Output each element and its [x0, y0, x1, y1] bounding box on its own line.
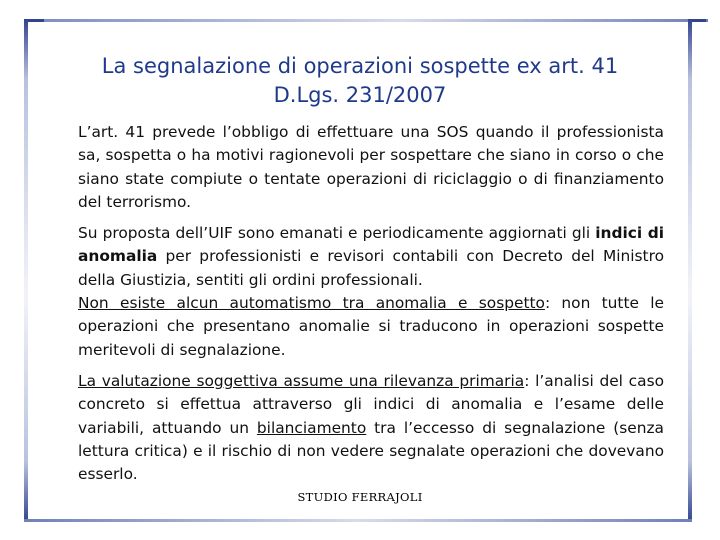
automatismo-underlined: Non esiste alcun automatismo tra anomalia e sospetto — [78, 294, 545, 313]
paragraph-4-text-b: tra l’eccesso di segnalazione (senza lettura critica) e il rischio di non vedere segnalate operazioni che dovevano esserlo. — [78, 418, 664, 484]
paragraph-4-text-a: : l’analisi del caso concreto si effettua attraverso gli indici di anomalia e l’esame delle variabili, attuando un — [78, 371, 664, 437]
paragraph-automatismo — [78, 292, 664, 362]
frame-left-line — [24, 19, 28, 522]
paragraph-art-41: L’art. 41 prevede l’obbligo di effettuare una SOS quando il professionista sa, sospetta o ha motivi ragionevoli per sospettare che siano in corso o che siano state compiute o tentate operazioni di riciclaggio o di finanziamento del terrorismo. — [78, 123, 664, 211]
paragraph-3-text: : non tutte le operazioni che presentano anomalie si traducono in operazioni sospette meritevoli di segnalazione. — [78, 294, 665, 359]
slide-title — [60, 52, 660, 110]
slide-title-line-1: La segnalazione di operazioni sospette ex art. 41 — [101, 54, 619, 78]
frame-top-line — [26, 19, 708, 22]
paragraph-2-text-a: Su proposta dell’UIF sono emanati e periodicamente aggiornati gli — [78, 224, 596, 243]
bilanciamento-underlined: bilanciamento — [256, 418, 367, 437]
slide-body — [78, 121, 664, 494]
frame-right-line — [688, 19, 692, 522]
valutazione-underlined: La valutazione soggettiva assume una rilevanza primaria — [78, 371, 525, 390]
paragraph-2-text-b: per professionisti e revisori contabili con Decreto del Ministro della Giustizia, sentiti gli ordini professionali. — [78, 247, 664, 289]
indici-anomalia-bold: indici di anomalia — [78, 224, 665, 266]
frame-bottom-line — [24, 519, 692, 522]
paragraph-indici-anomalia — [78, 222, 664, 292]
paragraph-valutazione — [78, 370, 664, 486]
slide-title-line-2: D.Lgs. 231/2007 — [273, 83, 447, 107]
footer-studio-name: STUDIO FERRAJOLI — [297, 490, 423, 504]
frame-top-left-accent — [26, 19, 44, 22]
